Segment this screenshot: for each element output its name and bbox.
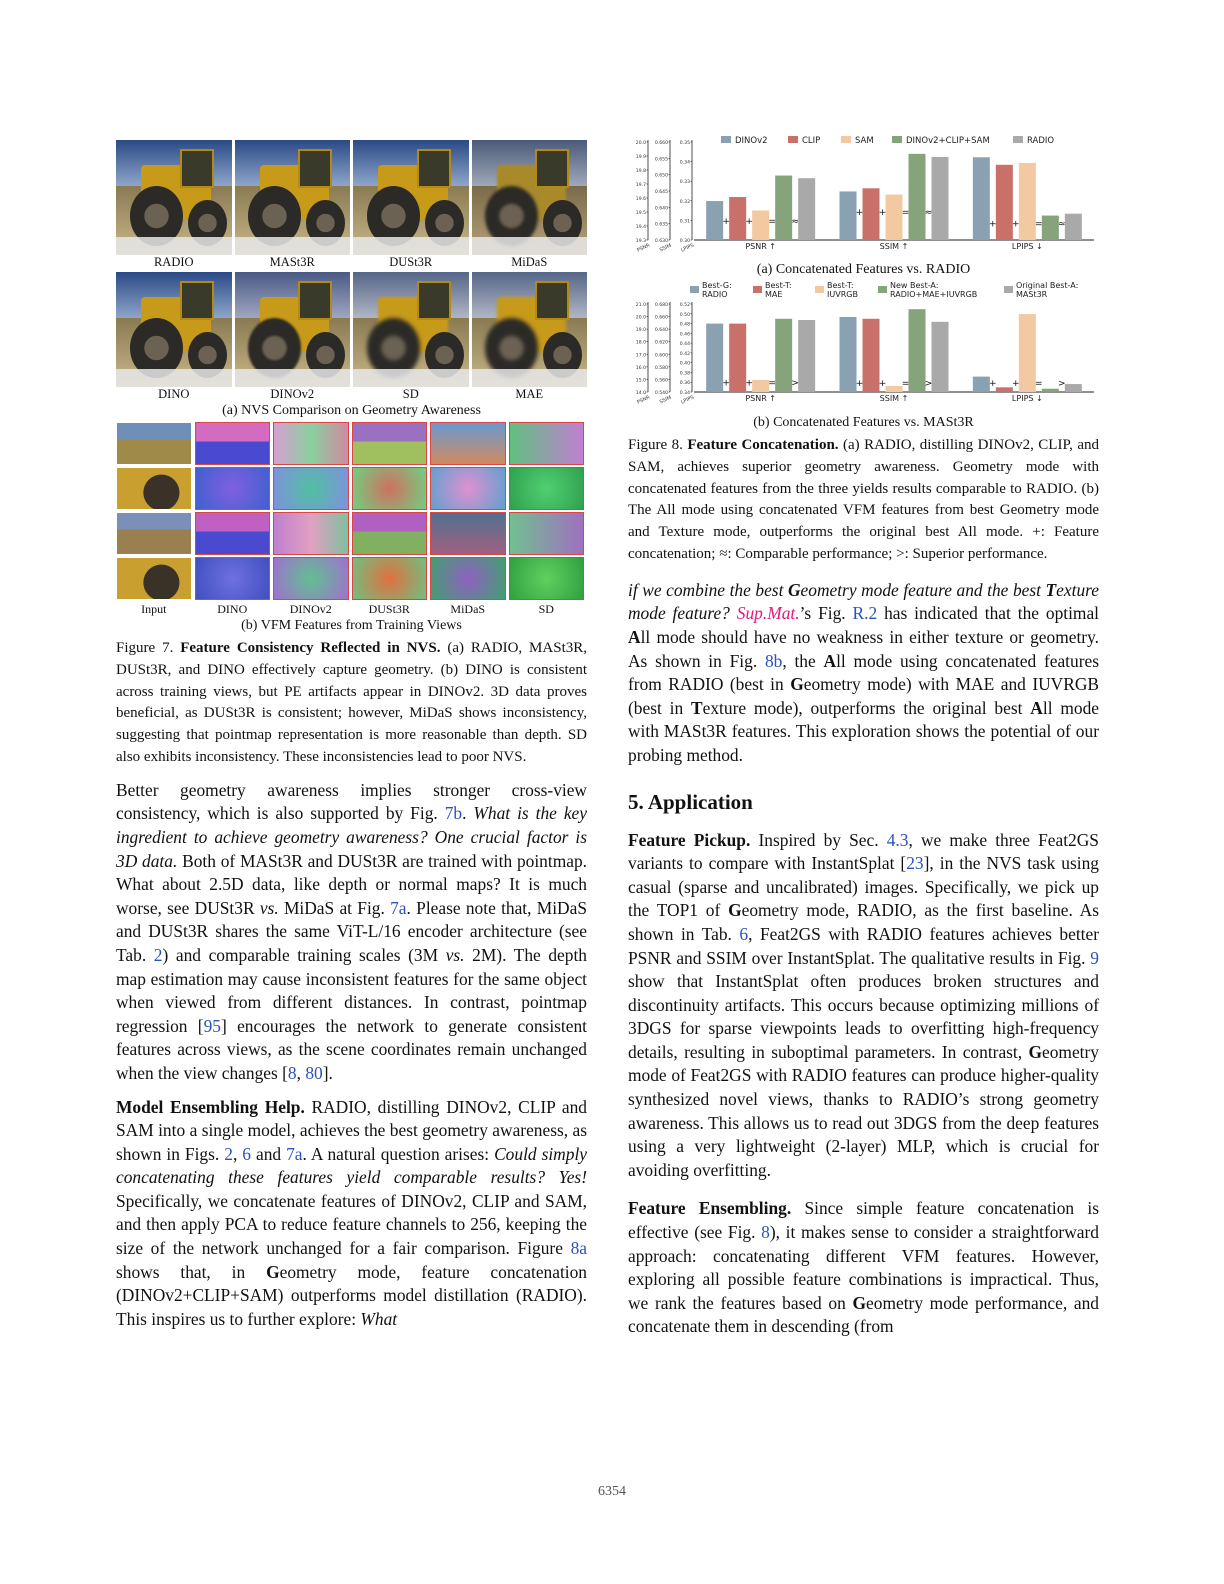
feature-labels <box>116 602 587 616</box>
fig8-subcaption-b: (b) Concatenated Features vs. MASt3R <box>753 415 974 430</box>
tick-label: 20.0 <box>635 141 646 146</box>
fig-link[interactable]: 6 <box>242 1143 251 1164</box>
feature-map-sd <box>509 557 585 600</box>
tick-label: 19.6 <box>635 197 646 202</box>
category-label: LPIPS ↓ <box>1011 394 1043 403</box>
operator-label: + <box>1012 219 1020 230</box>
tick-label: 0.680 <box>654 303 668 308</box>
bar <box>1042 389 1059 392</box>
feature-map-sd <box>509 467 585 510</box>
axis-name: PSNR <box>636 394 651 406</box>
section-link[interactable]: 4.3 <box>886 829 909 850</box>
tick-label: 0.34 <box>679 160 690 166</box>
category-label: SSIM ↑ <box>879 394 909 403</box>
figure-7 <box>116 140 587 634</box>
tick-label: 17.0 <box>635 353 646 359</box>
operator-label: + <box>878 208 887 219</box>
bar <box>863 319 880 392</box>
operator-label: = <box>768 216 776 227</box>
caption-body: (a) RADIO, MASt3R, DUSt3R, and DINO effectively capture geometry. (b) DINO is consistent across training views, but PE artifacts appear in DINOv2. 3D data proves beneficial, as DUSt3R is consistent; however, MiDaS shows inconsistency, suggesting that pointmap representation is more reasonable than depth. SD also exhibits inconsistency. These inconsistencies lead to poor NVS. <box>116 640 587 765</box>
label-radio: RADIO <box>153 255 194 269</box>
tick-label: 18.0 <box>635 340 646 346</box>
axis-name: PSNR <box>636 242 651 254</box>
bar <box>798 320 815 392</box>
feature-map-dust3r <box>352 422 428 465</box>
operator-label: ≈ <box>924 208 933 219</box>
operator-label: + <box>989 379 997 389</box>
operator-label: + <box>722 216 730 227</box>
bar <box>798 178 815 240</box>
tick-label: 0.52 <box>679 303 690 308</box>
feature-map-midas <box>430 512 506 555</box>
bar <box>729 324 746 392</box>
fig-link[interactable]: 8a <box>570 1238 587 1259</box>
label-midas: MiDaS <box>450 602 486 616</box>
left-column <box>116 140 587 1331</box>
nvs-row-1 <box>116 140 587 255</box>
tick-label: 0.650 <box>654 173 668 179</box>
label-mast3r: MASt3R <box>269 255 315 269</box>
nvs-image-dinov2 <box>235 272 351 387</box>
operator-label: + <box>745 378 753 389</box>
paragraph-combine-features: if we combine the best Geometry mode feature and the best Texture mode feature? Sup.Mat.’s Fig. R.2 has indicated that the optimal All mode should have no weakness in either texture or geometry. As shown in Fig. 8b, the All mode using concatenated features from RADIO (best in Geometry mode) with MAE and IUVRGB (best in Texture mode), outperforms the original best All mode with MASt3R features. This exploration shows the potential of our probing method. <box>628 579 1100 765</box>
bar <box>1065 384 1082 392</box>
label-dinov2: DINOv2 <box>289 602 332 616</box>
bar <box>1042 216 1059 240</box>
category-label: LPIPS ↓ <box>1011 242 1043 251</box>
category-label: SSIM ↑ <box>879 242 909 251</box>
bar <box>996 165 1013 240</box>
tick-label: 0.50 <box>679 312 690 318</box>
operator-label: + <box>745 216 753 227</box>
tick-label: 0.635 <box>654 222 668 228</box>
operator-label: = <box>901 208 910 219</box>
bar <box>886 195 903 240</box>
operator-label: + <box>878 379 887 389</box>
nvs-image-mae <box>472 272 588 387</box>
tick-label: 0.660 <box>654 315 668 321</box>
legend-label: Best-T: <box>827 281 854 290</box>
legend-swatch <box>892 136 902 143</box>
paragraph-geometry-awareness: Better geometry awareness implies stronger cross-view consistency, which is also supported by Fig. 7b. What is the key ingredient to achieve geometry awareness? One crucial factor is 3D data. Both of MASt3R and DUSt3R are trained with pointmap. What about 2.5D data, like depth or normal maps? It is much worse, see DUSt3R vs. MiDaS at Fig. 7a. Please note that, MiDaS and DUSt3R shares the same ViT-L/16 encoder architecture (see Tab. 2) and comparable training scales (3M vs. 2M). The depth map estimation may cause inconsistent features for the same object when viewed from different distances. In contrast, pointmap regression [95] encourages the network to generate consistent features across views, as the scene coordinates remain unchanged when the view changes [8, 80]. <box>116 779 588 1083</box>
axis-name: SSIM <box>658 242 673 254</box>
operator-label: + <box>722 378 730 389</box>
citation-link[interactable]: 80 <box>305 1062 323 1083</box>
tick-label: 19.7 <box>635 183 646 188</box>
legend-label: SAM <box>855 136 874 146</box>
tick-label: 0.620 <box>654 340 668 346</box>
input-image <box>116 422 192 465</box>
table-link[interactable]: 6 <box>739 923 749 944</box>
tick-label: 0.35 <box>679 141 690 146</box>
feature-map-dinov2 <box>273 467 349 510</box>
legend-label: Original Best-A: <box>1016 281 1079 290</box>
fig8-subcaption-a: (a) Concatenated Features vs. RADIO <box>756 262 971 277</box>
operator-label: = <box>901 379 910 389</box>
paragraph-feature-pickup: Feature Pickup. Inspired by Sec. 4.3, we make three Feat2GS variants to compare with InstantSplat [23], in the NVS task using casual (sparse and uncalibrated) images. Specifically, we pick up the TOP1 of Geometry mode, RADIO, as the first baseline. As shown in Tab. 6, Feat2GS with RADIO features achieves better PSNR and SSIM over InstantSplat. The qualitative results in Fig. 9 show that InstantSplat often produces broken structures and discontinuity artifacts. This occurs because optimizing millions of 3DGS for sparse viewpoints leads to overfitting high-frequency details, resulting in suboptimal parameters. In contrast, Geometry mode of Feat2GS with RADIO features can produce higher-quality synthesized novel views, thanks to RADIO’s strong geometry awareness. This allows us to read out 3DGS from the deep features using a very lightweight (2-layer) MLP, which is crucial for avoiding overfitting. <box>628 829 1100 1180</box>
tick-label: 0.580 <box>654 365 668 371</box>
bar <box>909 154 926 240</box>
input-image <box>116 467 192 510</box>
label-sd: SD <box>538 602 554 616</box>
axis-name: LPIPS <box>680 394 695 406</box>
bar <box>729 197 746 240</box>
legend-label: Best-G: <box>702 281 732 290</box>
feature-map-dust3r <box>352 512 428 555</box>
legend-label: RADIO+MAE+IUVRGB <box>890 290 978 299</box>
tick-label: 0.40 <box>679 361 690 367</box>
tick-label: 20.0 <box>635 315 646 321</box>
label-dino: DINO <box>217 602 248 616</box>
feature-map-dino <box>195 512 271 555</box>
tick-label: 21.0 <box>635 303 646 308</box>
label-sd: SD <box>402 387 419 401</box>
bar <box>932 322 949 392</box>
paragraph-feature-ensembling: Feature Ensembling. Since simple feature concatenation is effective (see Fig. 8), it makes sense to consider a straightforward approach: concatenating different VFM features. However, exploring all possible feature combinations is impractical. Thus, we rank the features based on Geometry mode performance, and concatenate them in descending (from <box>628 1198 1100 1337</box>
legend-label: Best-T: <box>765 281 792 290</box>
legend-label: RADIO <box>1027 136 1055 146</box>
bar <box>973 377 990 392</box>
feature-map-sd <box>509 512 585 555</box>
caption-body: (a) RADIO, distilling DINOv2, CLIP, and SAM, achieves superior geometry awareness. Geometry mode with concatenated features from the three yields results comparable to RADIO. (b) The All mode using concatenated VFM features from best Geometry mode and Texture mode, outperforms the original best All mode. +: Feature concatenation; ≈: Comparable performance; >: Superior performance. <box>628 437 1099 562</box>
bar <box>752 210 769 240</box>
bar <box>886 386 903 392</box>
supplementary-link[interactable]: Sup.Mat. <box>736 603 800 624</box>
bar <box>840 317 857 392</box>
bar <box>775 176 792 240</box>
tick-label: 0.660 <box>654 141 668 146</box>
table-link[interactable]: 2 <box>153 944 163 965</box>
fig7-subcaption-a: (a) NVS Comparison on Geometry Awareness <box>222 403 481 418</box>
tick-label: 0.32 <box>679 199 690 205</box>
legend-label: CLIP <box>802 136 821 146</box>
label-dust3r: DUSt3R <box>389 255 433 269</box>
legend-swatch <box>788 136 798 143</box>
bar <box>752 380 769 392</box>
tick-label: 0.640 <box>654 328 668 334</box>
bar <box>863 188 880 240</box>
bar <box>1019 314 1036 392</box>
operator-label: + <box>855 208 864 219</box>
operator-label: > <box>791 378 799 389</box>
legend-label: DINOv2+CLIP+SAM <box>906 136 990 146</box>
bar <box>909 309 926 392</box>
category-label: PSNR ↑ <box>745 394 777 403</box>
feature-map-dust3r <box>352 467 428 510</box>
tick-label: 19.9 <box>635 155 646 160</box>
bar <box>775 319 792 392</box>
fig-link[interactable]: 7a <box>390 897 407 918</box>
feature-map-dinov2 <box>273 422 349 465</box>
legend-swatch <box>721 136 731 143</box>
label-midas: MiDaS <box>511 255 548 269</box>
bar <box>996 387 1013 392</box>
bar <box>932 157 949 240</box>
legend-swatch <box>815 286 824 293</box>
feature-row-1 <box>116 422 587 465</box>
caption-title: Feature Consistency Reflected in NVS. <box>180 640 441 656</box>
legend-label: MAE <box>765 290 783 299</box>
tick-label: 19.0 <box>635 328 646 334</box>
legend-swatch <box>841 136 851 143</box>
legend-swatch <box>878 286 887 293</box>
tick-label: 0.600 <box>654 353 668 359</box>
axis-name: SSIM <box>658 394 673 406</box>
legend-label: RADIO <box>702 290 728 299</box>
fig-link[interactable]: 7b <box>444 803 463 824</box>
tick-label: 0.640 <box>654 206 668 212</box>
tick-label: 0.655 <box>654 157 668 163</box>
legend-label: MASt3R <box>1016 290 1048 299</box>
tick-label: 0.31 <box>679 219 690 225</box>
category-label: PSNR ↑ <box>745 242 777 251</box>
feature-map-dino <box>195 422 271 465</box>
figure-7-caption <box>116 638 587 769</box>
feature-map-dinov2 <box>273 557 349 600</box>
chart-concat-vs-radio <box>628 132 1099 257</box>
citation-link[interactable]: 23 <box>906 853 924 874</box>
label-input: Input <box>141 602 167 616</box>
paragraph-model-ensembling: Model Ensembling Help. RADIO, distilling DINOv2, CLIP and SAM into a single model, achieves the best geometry awareness, as shown in Figs. 2, 6 and 7a. A natural question arises: Could simply concatenating these features yield comparable results? Yes! Specifically, we concatenate features of DINOv2, CLIP and SAM, and then apply PCA to reduce feature channels to 256, keeping the size of the network unchanged for a fair comparison. Figure 8a shows that, in Geometry mode, feature concatenation (DINOv2+CLIP+SAM) outperforms model distillation (RADIO). This inspires us to further explore: What <box>116 1096 588 1329</box>
nvs-image-sd <box>353 272 469 387</box>
tick-label: 0.38 <box>679 371 690 377</box>
citation-link[interactable]: 8 <box>287 1062 297 1083</box>
label-dino: DINO <box>158 387 190 401</box>
feature-map-midas <box>430 467 506 510</box>
operator-label: + <box>1012 379 1020 389</box>
fig-link[interactable]: 8b <box>764 650 783 671</box>
page-number: 6354 <box>598 1484 626 1499</box>
fig-link[interactable]: 2 <box>224 1143 233 1164</box>
figure-8-caption <box>628 435 1099 566</box>
caption-label: Figure 8. <box>628 437 683 453</box>
bar <box>1065 214 1082 240</box>
bar <box>706 201 723 240</box>
feature-map-dino <box>195 557 271 600</box>
paragraph-title: Feature Pickup. <box>628 829 751 850</box>
nvs-row-2-labels <box>116 387 587 401</box>
label-dinov2: DINOv2 <box>270 387 315 401</box>
tick-label: 19.3 <box>635 239 646 244</box>
fig-link[interactable]: 8 <box>761 1222 770 1243</box>
axis-name: LPIPS <box>680 242 695 254</box>
tick-label: 19.5 <box>635 211 646 216</box>
nvs-row-2 <box>116 272 587 387</box>
tick-label: 0.46 <box>679 332 690 338</box>
legend-swatch <box>753 286 762 293</box>
feature-row-4 <box>116 557 587 600</box>
legend-label: New Best-A: <box>890 281 939 290</box>
operator-label: > <box>924 379 933 389</box>
tick-label: 15.0 <box>635 378 646 384</box>
right-column <box>628 132 1099 1339</box>
operator-label: = <box>1035 379 1043 389</box>
fig-link[interactable]: R.2 <box>852 603 878 624</box>
operator-label: ≈ <box>791 216 799 227</box>
legend-swatch <box>1004 286 1013 293</box>
tick-label: 16.0 <box>635 365 646 371</box>
tick-label: 0.48 <box>679 322 690 328</box>
legend-label: IUVRGB <box>827 290 858 299</box>
bar <box>706 324 723 392</box>
feature-map-dinov2 <box>273 512 349 555</box>
feature-map-dino <box>195 467 271 510</box>
tick-label: 19.4 <box>635 225 646 230</box>
bar <box>973 157 990 240</box>
tick-label: 14.0 <box>635 391 646 396</box>
input-image <box>116 512 192 555</box>
paragraph-title: Model Ensembling Help. <box>116 1096 305 1117</box>
feature-map-sd <box>509 422 585 465</box>
nvs-image-dino <box>116 272 232 387</box>
operator-label: + <box>989 219 997 230</box>
nvs-row-1-labels <box>116 255 587 269</box>
citation-link[interactable]: 95 <box>203 1015 221 1036</box>
fig7-subcaption-b: (b) VFM Features from Training Views <box>241 618 462 633</box>
operator-label: = <box>1035 219 1043 230</box>
nvs-image-midas <box>472 140 588 255</box>
tick-label: 0.33 <box>679 180 690 186</box>
feature-map-midas <box>430 557 506 600</box>
label-dust3r: DUSt3R <box>368 602 410 616</box>
figure-8 <box>628 132 1099 431</box>
feature-map-midas <box>430 422 506 465</box>
input-image <box>116 557 192 600</box>
nvs-image-dust3r <box>353 140 469 255</box>
tick-label: 19.8 <box>635 169 646 174</box>
paragraph-title: Feature Ensembling. <box>628 1198 792 1219</box>
operator-label: ≈ <box>1058 219 1066 230</box>
legend-label: DINOv2 <box>735 136 768 146</box>
feature-map-dust3r <box>352 557 428 600</box>
nvs-image-mast3r <box>235 140 351 255</box>
feature-row-2 <box>116 467 587 510</box>
tick-label: 0.30 <box>679 239 690 244</box>
legend-swatch <box>690 286 699 293</box>
caption-title: Feature Concatenation. <box>687 437 839 453</box>
tick-label: 0.34 <box>679 391 690 396</box>
feature-grid <box>116 422 587 616</box>
bar <box>1019 163 1036 240</box>
tick-label: 0.645 <box>654 190 668 195</box>
tick-label: 0.630 <box>654 239 668 244</box>
bar <box>840 191 857 240</box>
caption-label: Figure 7. <box>116 640 174 656</box>
legend-swatch <box>1013 136 1023 143</box>
fig-link[interactable]: 9 <box>1090 947 1099 968</box>
label-mae: MAE <box>515 387 544 401</box>
tick-label: 0.560 <box>654 378 668 384</box>
chart-concat-vs-mast3r <box>628 280 1099 408</box>
tick-label: 0.44 <box>679 342 690 348</box>
operator-label: > <box>1058 379 1066 389</box>
feature-row-3 <box>116 512 587 555</box>
operator-label: = <box>768 378 776 389</box>
nvs-image-radio <box>116 140 232 255</box>
operator-label: + <box>855 379 864 389</box>
section-heading: 5. Application <box>628 789 753 814</box>
fig-link[interactable]: 7a <box>286 1143 303 1164</box>
tick-label: 0.540 <box>654 391 668 396</box>
tick-label: 0.36 <box>679 381 690 387</box>
tick-label: 0.42 <box>679 351 690 357</box>
